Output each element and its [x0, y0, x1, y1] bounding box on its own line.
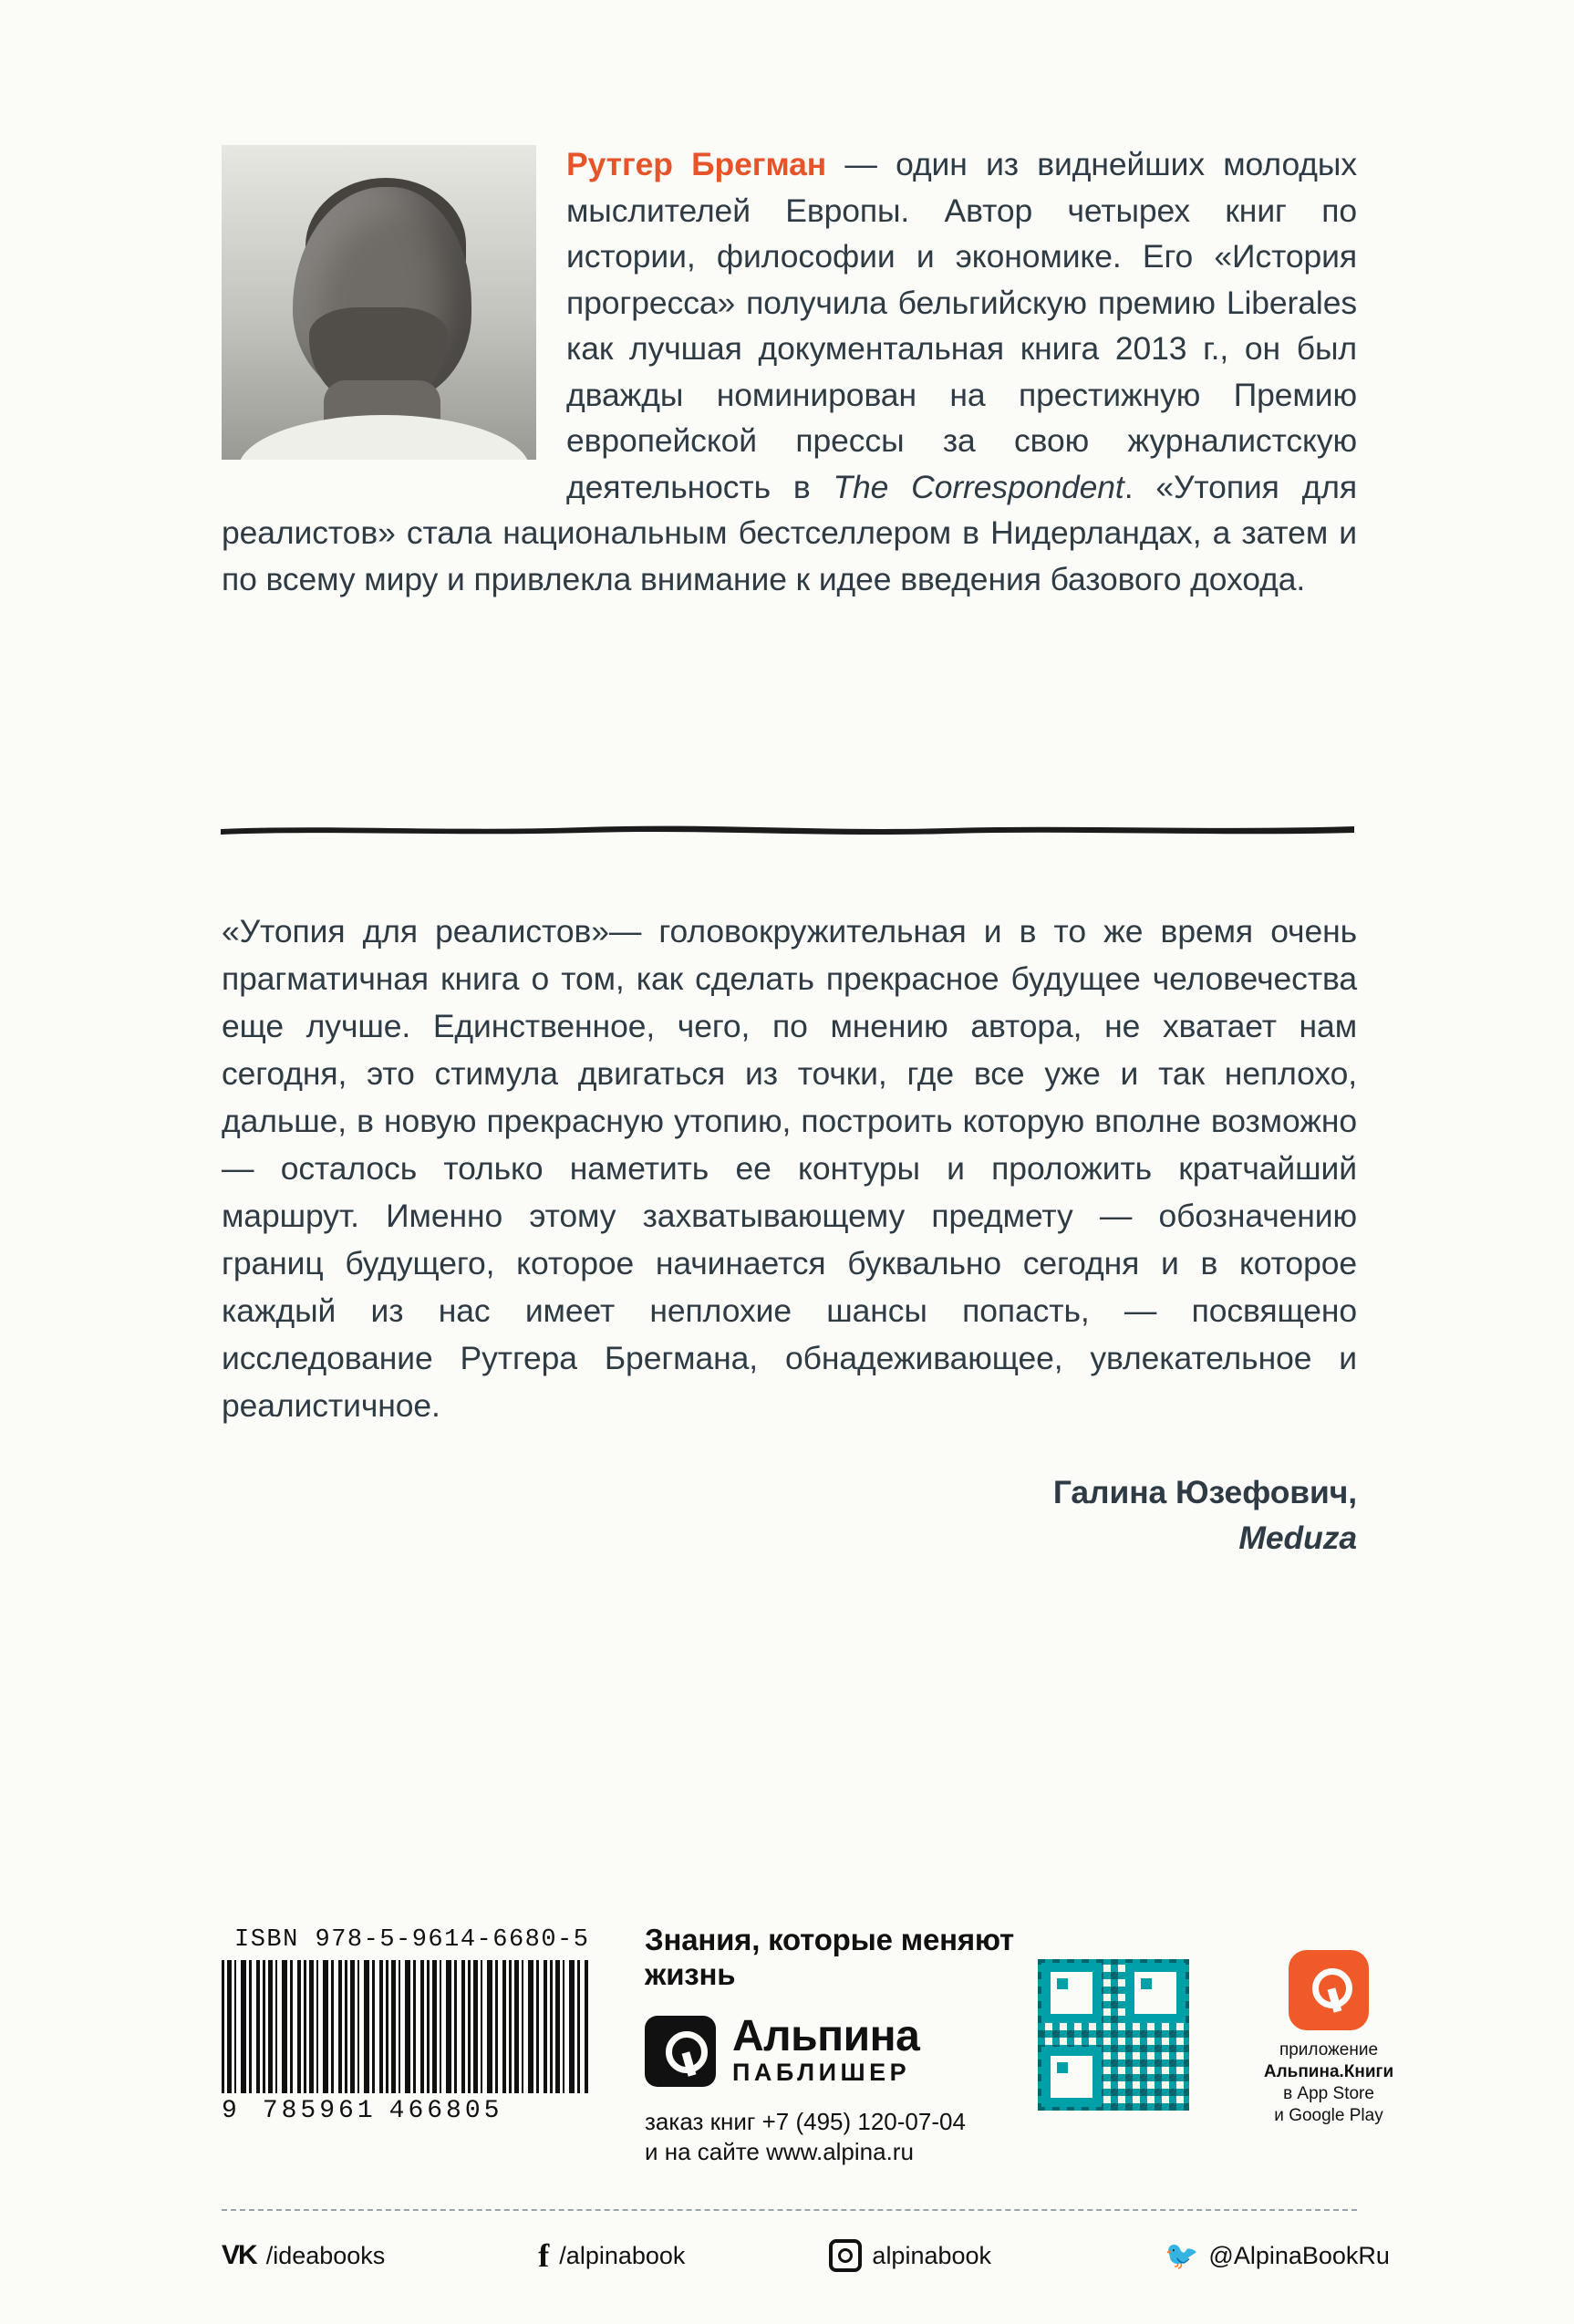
- social-label-twitter: @AlpinaBookRu: [1208, 2241, 1390, 2269]
- publisher-name: Альпина: [732, 2012, 920, 2060]
- barcode-group-1: 785961: [262, 2097, 377, 2125]
- review-text: «Утопия для реалистов»— головокружительная и в то же время очень прагматичная книга о том, как сделать прекрасное будущее человечества еще лучше. Единственное, чего, по мнению автора, не хватает нам сегодня, это стимула двигаться из точки, где все уже и так неплохо, дальше, в новую прекрасную утопию, построить которую вполне возможно — осталось только наметить ее контуры и проложить кратчайший маршрут. Именно этому захватывающему предмету — обозначению границ будущего, которое начинается буквально сегодня и в которое каждый из нас имеет неплохие шансы попасть, — посвящено исследование Рутгера Брегмана, обнадеживающее, увлекательное и реалистичное.: [222, 913, 1357, 1424]
- review-signature: [222, 1469, 1357, 1561]
- barcode-lead-digit: 9: [222, 2097, 241, 2125]
- qr-corner-icon: [1041, 2047, 1102, 2107]
- social-link-vk[interactable]: [222, 2240, 385, 2271]
- instagram-icon: [829, 2239, 862, 2272]
- publisher-contacts: [645, 2107, 1028, 2167]
- publication-name: The Correspondent: [833, 468, 1124, 505]
- publisher-slogan: Знания, которые меняют жизнь: [645, 1923, 1015, 1991]
- author-bio-part1: — один из виднейших молодых мыслителей Европы. Автор четырех книг по истории, философии и экономике. Его «История прогресса» получила бельгийскую премию Liberales как лучшая документальная книга 2013 г., он был дважды номинирован на престижную Премию европейской прессы за свою журналистскую деятельность в: [566, 146, 1357, 505]
- author-block: [222, 141, 1357, 602]
- qr-code[interactable]: [1038, 1959, 1189, 2111]
- barcode-image: [222, 1960, 588, 2093]
- facebook-icon: f: [538, 2237, 550, 2274]
- social-label-instagram: alpinabook: [872, 2241, 992, 2269]
- footer-divider: [222, 2209, 1357, 2211]
- publisher-subname: ПАБЛИШЕР: [732, 2059, 911, 2086]
- section-divider: [219, 821, 1356, 835]
- barcode-block: [222, 1926, 605, 2125]
- footer: [0, 1879, 1574, 2324]
- review-source: Meduza: [1238, 1520, 1357, 1556]
- author-bio-part2: . «Утопия для реалистов» стала национальным бестселлером в Нидерландах, а затем и по всему миру и привлекла внимание к идее введения базового дохода.: [222, 468, 1357, 597]
- review-block: [222, 908, 1357, 1561]
- app-promo: [1233, 1950, 1424, 2127]
- qr-corner-icon: [1041, 1963, 1102, 2023]
- author-name: Рутгер Брегман: [566, 146, 827, 182]
- review-author: Галина Юзефович,: [1052, 1474, 1357, 1510]
- app-line2: Альпина.Книги: [1263, 2062, 1394, 2081]
- author-photo: [222, 145, 536, 460]
- app-line3: в App Store: [1283, 2084, 1374, 2103]
- website: и на сайте www.alpina.ru: [645, 2138, 914, 2165]
- social-links: [222, 2236, 1390, 2275]
- publisher-block: [645, 1923, 1028, 2167]
- divider-brush-stroke: [219, 821, 1356, 835]
- publisher-logo: [645, 2012, 1028, 2087]
- qr-corner-icon: [1125, 1963, 1186, 2023]
- social-label-facebook: /alpinabook: [559, 2241, 686, 2269]
- app-line4: и Google Play: [1274, 2106, 1383, 2125]
- barcode-digits: [222, 2097, 605, 2125]
- isbn-text: ISBN 978-5-9614-6680-5: [234, 1926, 590, 1954]
- alpina-logo-icon: [645, 2016, 716, 2087]
- order-phone: заказ книг +7 (495) 120-07-04: [645, 2108, 966, 2135]
- app-line1: приложение: [1279, 2040, 1379, 2059]
- twitter-icon: 🐦: [1165, 2240, 1199, 2271]
- social-label-vk: /ideabooks: [265, 2241, 386, 2269]
- app-icon: [1289, 1950, 1369, 2030]
- social-link-instagram[interactable]: [829, 2239, 991, 2272]
- vk-icon: VK: [222, 2240, 256, 2270]
- social-link-facebook[interactable]: [538, 2236, 685, 2275]
- barcode-group-2: 466805: [388, 2097, 503, 2125]
- social-link-twitter[interactable]: [1165, 2240, 1390, 2272]
